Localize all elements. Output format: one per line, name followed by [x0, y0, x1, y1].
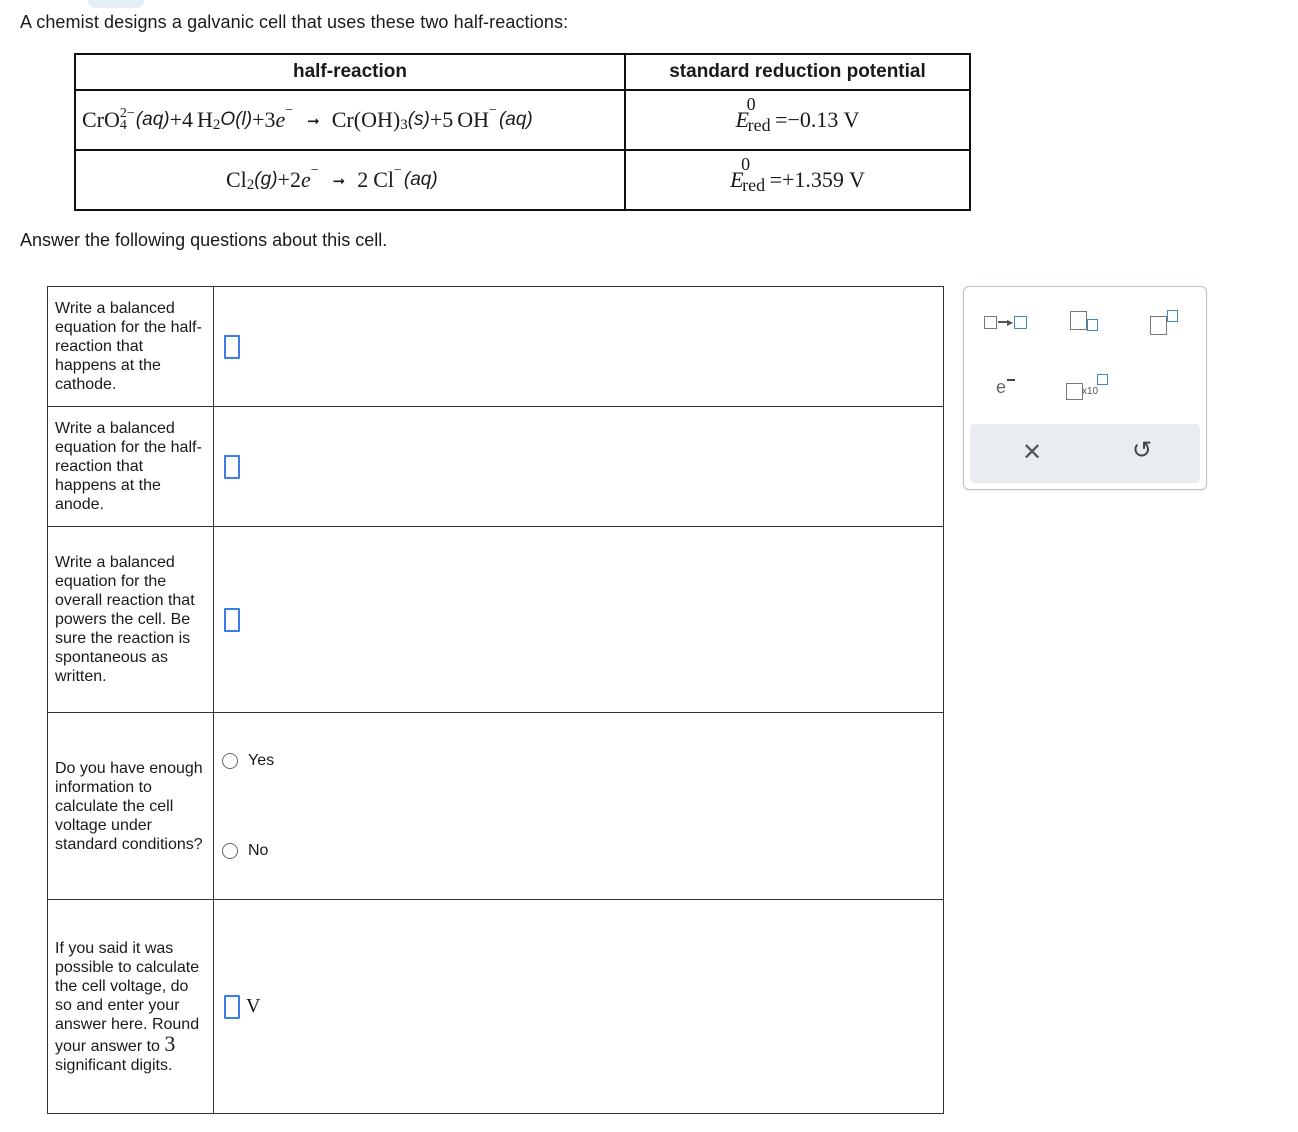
arrow-icon: ➞ [332, 172, 346, 190]
half-reactions-table [74, 53, 971, 211]
instructions-text: Answer the following questions about this cell. [20, 230, 388, 250]
top-tab-stub [88, 0, 144, 8]
cathode-input[interactable] [224, 335, 240, 359]
option-yes[interactable]: Yes [222, 752, 943, 770]
answer-overall-cell [214, 527, 944, 713]
header-potential: standard reduction potential [625, 54, 970, 90]
undo-icon[interactable]: ↺ [1132, 436, 1153, 464]
questions-table [47, 286, 944, 1114]
question-voltage: If you said it was possible to calculate the cell voltage, do so and enter your answer here. Round your answer to 3 significant digits. [48, 900, 214, 1114]
potential-2: E 0 red =+1.359 V [625, 150, 970, 210]
subscript-button[interactable] [1068, 309, 1102, 335]
volt-unit: V [246, 995, 261, 1017]
half-reaction-2: Cl $_2$ (g) +2 e − ➞ 2 Cl − (aq) [75, 150, 625, 210]
electron-button[interactable]: e [994, 375, 1018, 399]
answer-anode-cell [214, 407, 944, 527]
scientific-notation-button[interactable]: x10 [1064, 373, 1114, 403]
close-icon[interactable]: ✕ [1022, 438, 1043, 466]
radio-no[interactable] [222, 843, 238, 859]
half-reaction-1: CrO 2− 4 (aq) +4 H $_2$ O (l) +3 e − ➞ Cr (OH) $_3$ (s) +5 OH − (aq) [75, 90, 625, 150]
superscript-button[interactable] [1148, 307, 1182, 335]
answer-cathode-cell [214, 287, 944, 407]
option-no[interactable]: No [222, 842, 943, 860]
question-enough-info: Do you have enough information to calculate the cell voltage under standard conditions? [48, 713, 214, 900]
answer-enough-info-cell [214, 713, 944, 900]
answer-voltage-cell [214, 900, 944, 1114]
question-anode: Write a balanced equation for the half-reaction that happens at the anode. [48, 407, 214, 527]
anode-input[interactable] [224, 455, 240, 479]
radio-yes[interactable] [222, 753, 238, 769]
intro-text: A chemist designs a galvanic cell that uses these two half-reactions: [20, 12, 569, 32]
reaction-arrow-button[interactable]: ▶ [982, 313, 1032, 335]
header-half-reaction: half-reaction [75, 54, 625, 90]
question-overall: Write a balanced equation for the overall reaction that powers the cell. Be sure the reaction is spontaneous as written. [48, 527, 214, 713]
potential-1: E 0 red =−0.13 V [625, 90, 970, 150]
voltage-input[interactable] [224, 995, 240, 1019]
chem-input-palette [963, 286, 1207, 490]
arrow-icon: ➞ [307, 112, 320, 130]
question-cathode: Write a balanced equation for the half-reaction that happens at the cathode. [48, 287, 214, 407]
overall-input[interactable] [224, 608, 240, 632]
palette-action-bar [970, 424, 1200, 483]
